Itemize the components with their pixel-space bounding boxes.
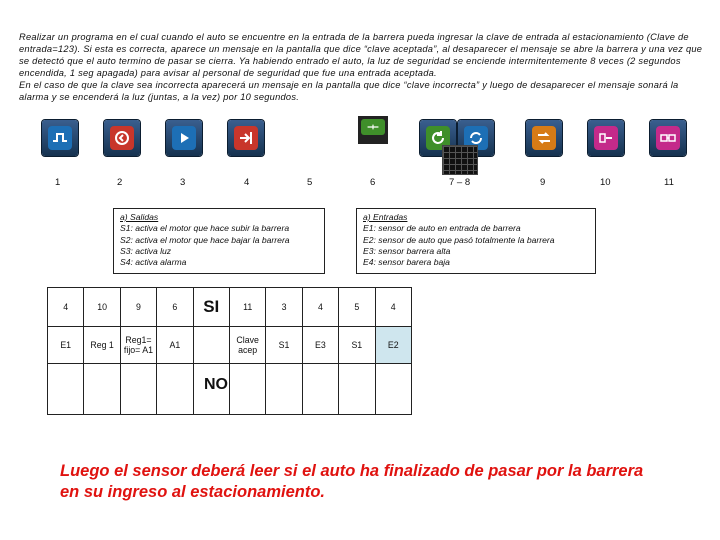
grid-cell: [266, 364, 302, 415]
grid-cell: 10: [84, 288, 120, 327]
salidas-title: a) Salidas: [120, 212, 159, 222]
dashboard-panel: [358, 116, 388, 144]
link-icon[interactable]: [650, 120, 686, 156]
step-number: 9: [540, 177, 546, 188]
step-number: 7 – 8: [449, 177, 471, 188]
grid-cell: E3: [302, 327, 338, 364]
instructions-paragraph-2: En el caso de que la clave sea incorrecta aparecerá un mensaje en la pantalla que dice “clave incorrecta” y luego de desaparecer el mensaje sonará la alarma y se encenderá la luz (juntas, a la vez) por 10 segundos.: [19, 80, 679, 102]
dashboard-icon[interactable]: [361, 119, 385, 135]
grid-cell: [84, 364, 120, 415]
salidas-line: S4: activa alarma: [120, 257, 187, 268]
grid-row-empty: [48, 364, 412, 415]
grid-cell-si: SI: [193, 288, 229, 327]
grid-panel: [442, 145, 478, 175]
grid-cell: 4: [48, 288, 84, 327]
grid-row-values: [48, 327, 412, 364]
grid-cell: 9: [120, 288, 156, 327]
grid-cell: [157, 364, 193, 415]
grid-cell: Reg1= fijo= A1: [120, 327, 156, 364]
footer-note: Luego el sensor deberá leer si el auto ha finalizado de pasar por la barrera en su ingreso al estacionamiento.: [60, 462, 644, 501]
grid-cell: [229, 364, 265, 415]
grid-cell: 6: [157, 288, 193, 327]
entradas-line: E1: sensor de auto en entrada de barrera: [363, 223, 521, 234]
grid-cell: Clave acep: [229, 327, 265, 364]
program-grid: [47, 287, 412, 415]
undo-icon[interactable]: [104, 120, 140, 156]
grid-cell: [302, 364, 338, 415]
grid-cell: [48, 364, 84, 415]
step-number: 2: [117, 177, 123, 188]
grid-cell: S1: [266, 327, 302, 364]
grid-cell: [193, 327, 229, 364]
grid-cell: 5: [339, 288, 375, 327]
salidas-box: [113, 208, 325, 274]
grid-cell: S1: [339, 327, 375, 364]
grid-cell: 3: [266, 288, 302, 327]
step-number: 10: [600, 177, 611, 188]
salidas-line: S3: activa luz: [120, 245, 172, 256]
play-icon[interactable]: [166, 120, 202, 156]
grid-cell: [120, 364, 156, 415]
instructions-text: [19, 31, 709, 103]
grid-cell: [339, 364, 375, 415]
flow-start-icon[interactable]: [42, 120, 78, 156]
step-number: 5: [307, 177, 313, 188]
no-branch-label: NO: [204, 376, 228, 393]
salidas-line: S2: activa el motor que hace bajar la barrera: [120, 234, 290, 245]
entradas-title: a) Entradas: [363, 212, 408, 222]
entradas-box: [356, 208, 596, 274]
step-number: 4: [244, 177, 250, 188]
salidas-line: S1: activa el motor que hace subir la barrera: [120, 223, 290, 234]
entradas-line: E2: sensor de auto que pasó totalmente la barrera: [363, 234, 555, 245]
instructions-paragraph-1: Realizar un programa en el cual cuando el auto se encuentre en la entrada de la barrera pueda ingresar la clave de entrada al estacionamiento (Clave de entrada=123). Si esta es correcta, aparece un mensaje en la pantalla que dice “clave aceptada”, al desaparecer el mensaje se abre la barrera y una vez que se detectó que el auto termino de pasar se cierra. Ya habiendo entrado el auto, la luz de seguridad se enciende intermitentemente 8 veces (2 segundos encendida, 1 seg apagada) para avisar al personal de seguridad que fue una entrada aceptada.: [19, 32, 703, 78]
grid-cell: A1: [157, 327, 193, 364]
step-number: 1: [55, 177, 61, 188]
step-number: 6: [370, 177, 376, 188]
grid-cell: 4: [375, 288, 411, 327]
switch-icon[interactable]: [526, 120, 562, 156]
grid-cell: 4: [302, 288, 338, 327]
transfer-icon[interactable]: [588, 120, 624, 156]
step-number: 3: [180, 177, 186, 188]
grid-row-steps: [48, 288, 412, 327]
grid-cell: E1: [48, 327, 84, 364]
grid-cell: Reg 1: [84, 327, 120, 364]
grid-cell: 11: [229, 288, 265, 327]
entradas-line: E4: sensor barera baja: [363, 257, 450, 268]
grid-cell: [375, 364, 411, 415]
step-number: 11: [664, 177, 674, 188]
grid-cell-highlighted: E2: [375, 327, 411, 364]
entradas-line: E3: sensor barrera alta: [363, 245, 451, 256]
exit-arrow-icon[interactable]: [228, 120, 264, 156]
